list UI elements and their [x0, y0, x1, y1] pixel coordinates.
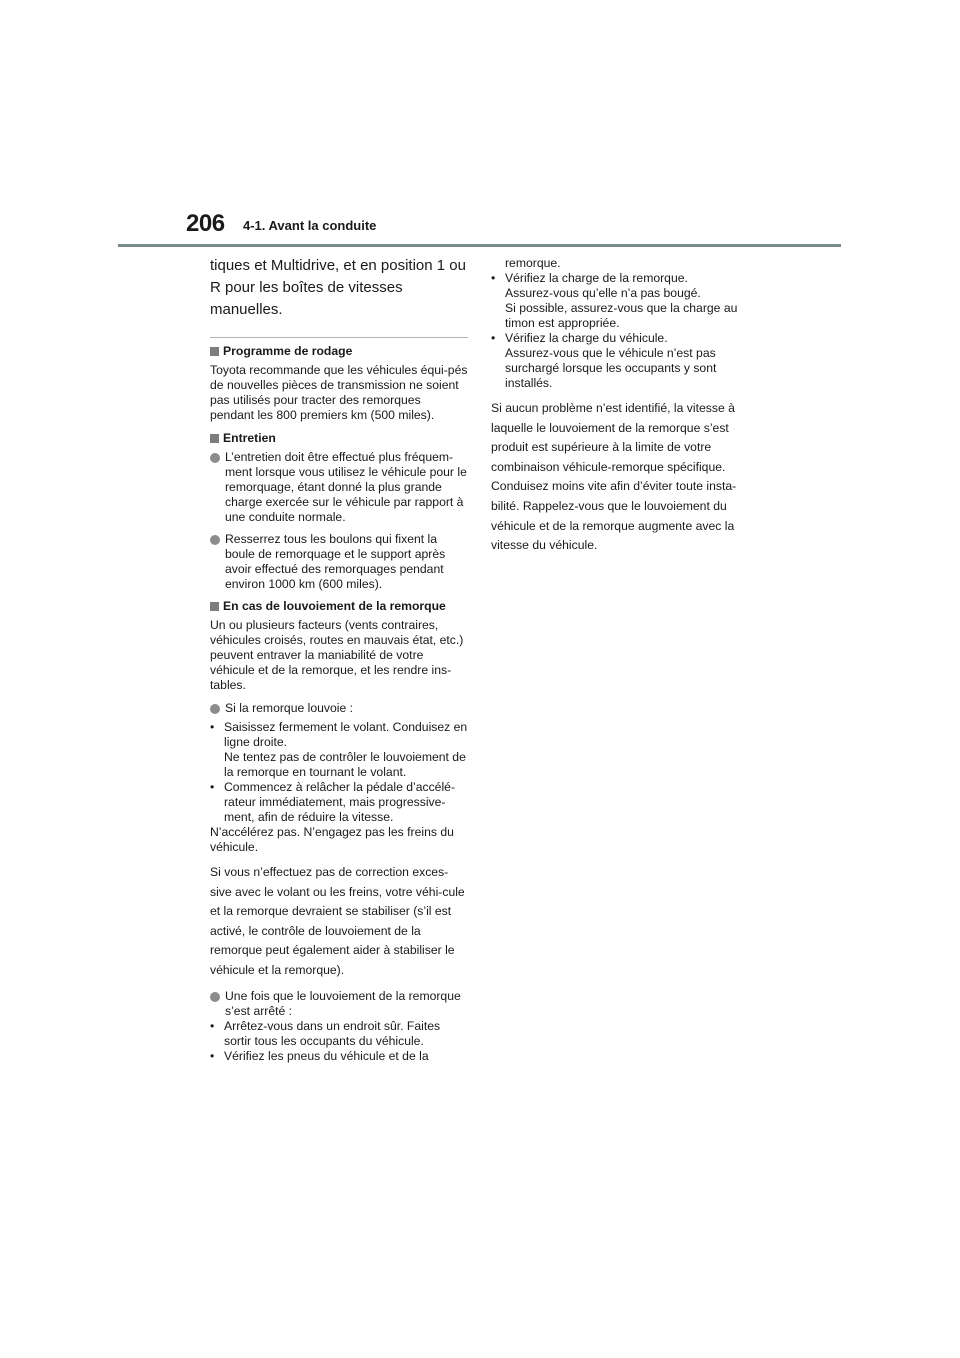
list-item [210, 1049, 468, 1064]
list-item [491, 331, 753, 346]
bullet-mark: • [491, 331, 496, 345]
closing-paragraph: Si aucun problème n’est identifié, la vitesse à laquelle le louvoiement de la remorque s’est produit est supérieure à la limite de votre combinaison véhicule-remorque spécifique. Conduisez moins vite afin d’éviter toute insta-bilité. Rappelez-vous que le louvoiement du véhicule et de la remorque augmente avec la vitesse du véhicule. [491, 401, 737, 553]
bullet-arrete [210, 989, 468, 1019]
heading-entretien-text: Entretien [223, 431, 276, 445]
bullet-louvoie [210, 701, 468, 716]
bullet-entretien-1 [210, 450, 468, 525]
heading-rodage-text: Programme de rodage [223, 344, 353, 358]
header-rule [118, 244, 841, 247]
list-item [210, 1019, 468, 1049]
heading-rodage [210, 344, 468, 359]
list-item-continuation: remorque. [505, 256, 561, 270]
bullet-entretien-2 [210, 532, 468, 592]
section-divider [210, 337, 468, 338]
list-item-text: Saisissez fermement le volant. Conduisez en ligne droite. [224, 720, 468, 749]
rodage-text: Toyota recommande que les véhicules équi-pés de nouvelles pièces de transmission ne soient pas utilisés pour tracter des remorques pendant les 800 premiers km (500 miles). [210, 363, 468, 422]
list-item-continuation: Si possible, assurez-vous que la charge au timon est appropriée. [505, 301, 738, 330]
list-item-continuation: Assurez-vous qu’elle n’a pas bougé. [505, 286, 701, 300]
list-item-continuation: Assurez-vous que le véhicule n’est pas surchargé lorsque les occupants y sont installés. [505, 346, 717, 390]
heading-louvoiement [210, 599, 468, 614]
circle-bullet-icon [210, 992, 220, 1002]
list-item-text: Vérifiez la charge du véhicule. [505, 331, 668, 345]
lead-paragraph: tiques et Multidrive, et en position 1 ou R pour les boîtes de vitesses manuelles. [210, 257, 466, 318]
list-item-text: Commencez à relâcher la pédale d’accélé-rateur immédiatement, mais progressive-ment, afin de réduire la vitesse. [224, 780, 456, 824]
circle-bullet-icon [210, 453, 220, 463]
heading-louvoiement-text: En cas de louvoiement de la remorque [223, 599, 446, 613]
list-item-text: Vérifiez la charge de la remorque. [505, 271, 688, 285]
left-column [210, 255, 468, 1064]
list-item [210, 780, 468, 825]
bullet-mark: • [210, 1048, 215, 1063]
right-steps [491, 256, 753, 391]
correction-paragraph: Si vous n’effectuez pas de correction exces-sive avec le volant ou les freins, votre véhi-cule et la remorque devraient se stabiliser (s’il est activé, le contrôle de louvoiement de la remorque peut également aider à stabiliser le véhicule et la remorque). [210, 865, 465, 977]
bullet-mark: • [491, 271, 496, 285]
right-column [491, 256, 753, 556]
louvoiement-intro: Un ou plusieurs facteurs (vents contraires, véhicules croisés, routes en mauvais état, etc.) peuvent entraver la maniabilité de votre véhicule et de la remorque, et les rendre ins-tables. [210, 618, 464, 692]
bullet-mark: • [210, 780, 215, 794]
bullet-mark: • [210, 720, 215, 734]
square-bullet-icon [210, 434, 219, 443]
circle-bullet-icon [210, 704, 220, 714]
bullet-entretien-2-text: Resserrez tous les boulons qui fixent la boule de remorquage et le support après avoir effectué des remorquages pendant environ 1000 km (600 miles). [225, 532, 446, 591]
list-item-text: Vérifiez les pneus du véhicule et de la [224, 1048, 429, 1063]
bullet-mark: • [210, 1018, 215, 1033]
square-bullet-icon [210, 347, 219, 356]
list-item [491, 271, 753, 286]
list-item-continuation: Ne tentez pas de contrôler le louvoiement de la remorque en tournant le volant. [224, 750, 466, 779]
bullet-louvoie-text: Si la remorque louvoie : [225, 701, 354, 715]
louvoie-steps [210, 720, 468, 855]
list-item [210, 720, 468, 750]
bullet-entretien-1-text: L’entretien doit être effectué plus fréquem-ment lorsque vous utilisez le véhicule pour le remorquage, étant donné la plus grande charge exercée sur le véhicule par rapport à une conduite normale. [225, 450, 467, 524]
section-title: 4-1. Avant la conduite [243, 218, 377, 233]
arrete-steps [210, 1019, 468, 1064]
circle-bullet-icon [210, 535, 220, 545]
after-steps-text: N’accélérez pas. N’engagez pas les freins du véhicule. [210, 825, 454, 854]
list-item-text: Arrêtez-vous dans un endroit sûr. Faites sortir tous les occupants du véhicule. [224, 1018, 441, 1048]
bullet-arrete-text: Une fois que le louvoiement de la remorque s’est arrêté : [225, 988, 461, 1018]
page-number: 206 [186, 210, 225, 237]
square-bullet-icon [210, 602, 219, 611]
heading-entretien [210, 431, 468, 446]
